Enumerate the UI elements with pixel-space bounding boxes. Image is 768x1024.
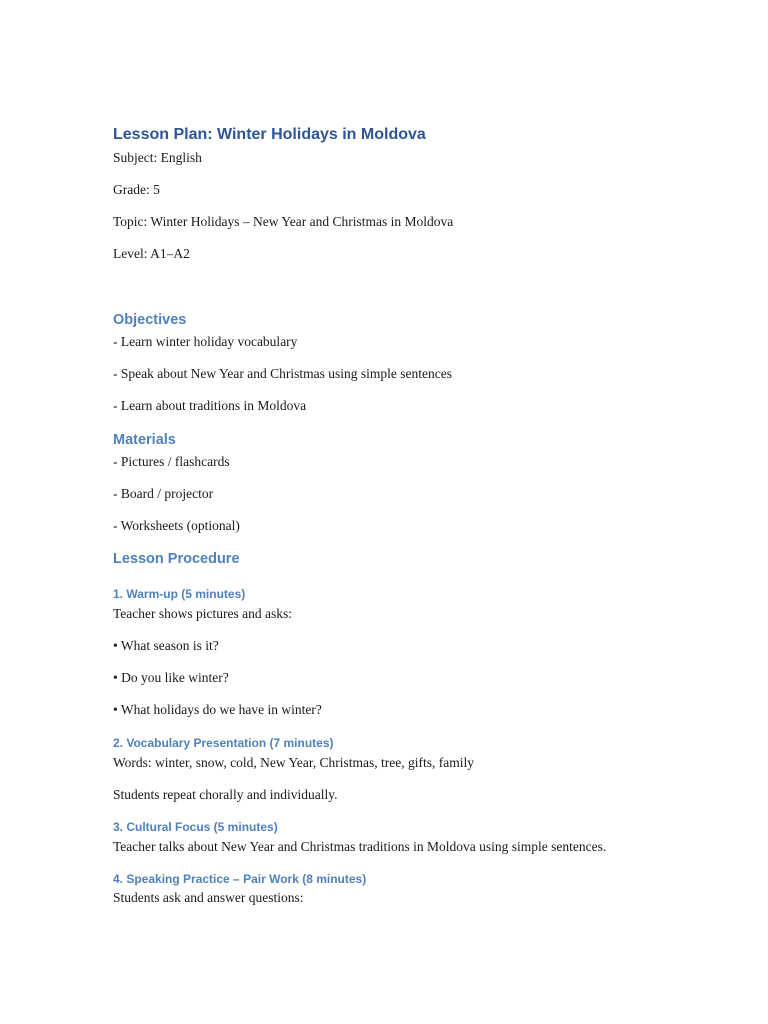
material-item: - Board / projector: [113, 486, 214, 501]
grade-line: Grade: 5: [113, 182, 160, 197]
material-item: - Pictures / flashcards: [113, 454, 230, 469]
objectives-heading: Objectives: [113, 312, 187, 328]
step-line: Students ask and answer questions:: [113, 890, 304, 905]
objective-item: - Speak about New Year and Christmas using simple sentences: [113, 366, 452, 381]
step-line: Teacher shows pictures and asks:: [113, 606, 293, 621]
step-line: • What season is it?: [113, 638, 219, 653]
step-line: Students repeat chorally and individually.: [113, 787, 338, 802]
step-heading-speaking-practice: 4. Speaking Practice – Pair Work (8 minutes): [113, 872, 367, 886]
procedure-heading: Lesson Procedure: [113, 551, 240, 567]
step-line: Words: winter, snow, cold, New Year, Christmas, tree, gifts, family: [113, 755, 475, 770]
materials-heading: Materials: [113, 432, 176, 448]
material-item: - Worksheets (optional): [113, 518, 240, 533]
step-line: • What holidays do we have in winter?: [113, 702, 322, 717]
step-heading-vocabulary: 2. Vocabulary Presentation (7 minutes): [113, 736, 334, 750]
topic-line: Topic: Winter Holidays – New Year and Christmas in Moldova: [113, 214, 454, 229]
objective-item: - Learn winter holiday vocabulary: [113, 334, 298, 349]
step-line: Teacher talks about New Year and Christmas traditions in Moldova using simple sentences.: [113, 839, 607, 854]
step-heading-cultural-focus: 3. Cultural Focus (5 minutes): [113, 820, 278, 834]
step-heading-warm-up: 1. Warm-up (5 minutes): [113, 587, 246, 601]
subject-line: Subject: English: [113, 150, 202, 165]
objective-item: - Learn about traditions in Moldova: [113, 398, 307, 413]
level-line: Level: A1–A2: [113, 246, 190, 261]
document-title: Lesson Plan: Winter Holidays in Moldova: [113, 126, 426, 143]
step-line: • Do you like winter?: [113, 670, 229, 685]
